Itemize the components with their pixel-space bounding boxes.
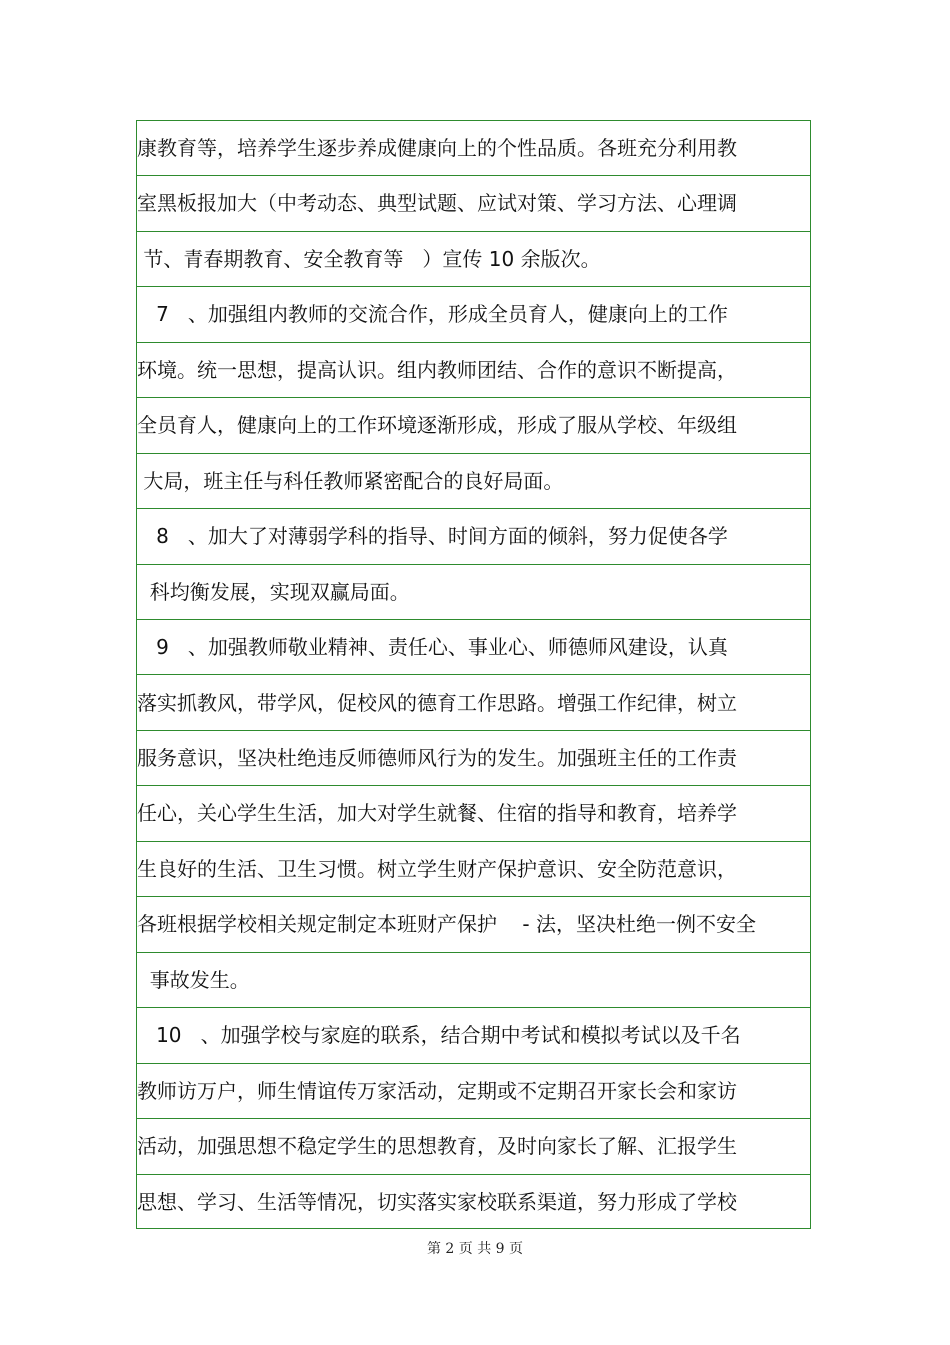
text-line xyxy=(137,897,810,952)
line-text: 8 、加大了对薄弱学科的指导、时间方面的倾斜，努力促使各学 xyxy=(137,524,728,549)
text-line xyxy=(137,1175,810,1230)
text-line xyxy=(137,953,810,1008)
line-text: 任心，关心学生生活，加大对学生就餐、住宿的指导和教育，培养学 xyxy=(137,801,737,826)
text-line xyxy=(137,565,810,620)
line-text: 服务意识，坚决杜绝违反师德师风行为的发生。加强班主任的工作责 xyxy=(137,745,737,770)
text-line xyxy=(137,676,810,731)
text-line xyxy=(137,121,810,176)
text-line xyxy=(137,731,810,786)
line-text: 全员育人，健康向上的工作环境逐渐形成，形成了服从学校、年级组 xyxy=(137,413,737,438)
text-line xyxy=(137,1119,810,1174)
line-text: 室黑板报加大（中考动态、典型试题、应试对策、学习方法、心理调 xyxy=(137,191,737,216)
line-text: 科均衡发展，实现双赢局面。 xyxy=(137,579,410,604)
line-text: 教师访万户，师生情谊传万家活动，定期或不定期召开家长会和家访 xyxy=(137,1078,737,1103)
line-text: 康教育等，培养学生逐步养成健康向上的个性品质。各班充分利用教 xyxy=(137,136,737,160)
text-line xyxy=(137,398,810,453)
text-line xyxy=(137,842,810,897)
line-text: 10 、加强学校与家庭的联系，结合期中考试和模拟考试以及千名 xyxy=(137,1023,741,1048)
text-line xyxy=(137,287,810,342)
line-text: 落实抓教风，带学风，促校风的德育工作思路。增强工作纪律，树立 xyxy=(137,690,737,715)
text-line xyxy=(137,620,810,675)
line-text: 节、青春期教育、安全教育等 ）宣传 10 余版次。 xyxy=(137,246,601,271)
line-text: 活动，加强思想不稳定学生的思想教育，及时向家长了解、汇报学生 xyxy=(137,1134,737,1159)
line-text: 7 、加强组内教师的交流合作，形成全员育人，健康向上的工作 xyxy=(137,302,728,327)
line-text: 生良好的生活、卫生习惯。树立学生财产保护意识、安全防范意识， xyxy=(137,856,737,881)
line-text: 事故发生。 xyxy=(137,967,250,992)
text-line xyxy=(137,343,810,398)
page-number-footer: 第 2 页 共 9 页 xyxy=(426,1241,524,1257)
text-line xyxy=(137,1064,810,1119)
line-text: 思想、学习、生活等情况，切实落实家校联系渠道，努力形成了学校 xyxy=(137,1189,737,1214)
text-line xyxy=(137,786,810,841)
ruled-text-box xyxy=(136,120,811,1229)
text-line xyxy=(137,176,810,231)
line-text: 各班根据学校相关规定制定本班财产保护 - 法，坚决杜绝一例不安全 xyxy=(137,912,757,937)
line-text: 大局，班主任与科任教师紧密配合的良好局面。 xyxy=(137,468,564,493)
text-line xyxy=(137,1008,810,1063)
line-text: 9 、加强教师敬业精神、责任心、事业心、师德师风建设，认真 xyxy=(137,635,728,660)
text-line xyxy=(137,454,810,509)
text-line xyxy=(137,232,810,287)
text-line xyxy=(137,509,810,564)
line-text: 环境。统一思想，提高认识。组内教师团结、合作的意识不断提高， xyxy=(137,357,737,382)
